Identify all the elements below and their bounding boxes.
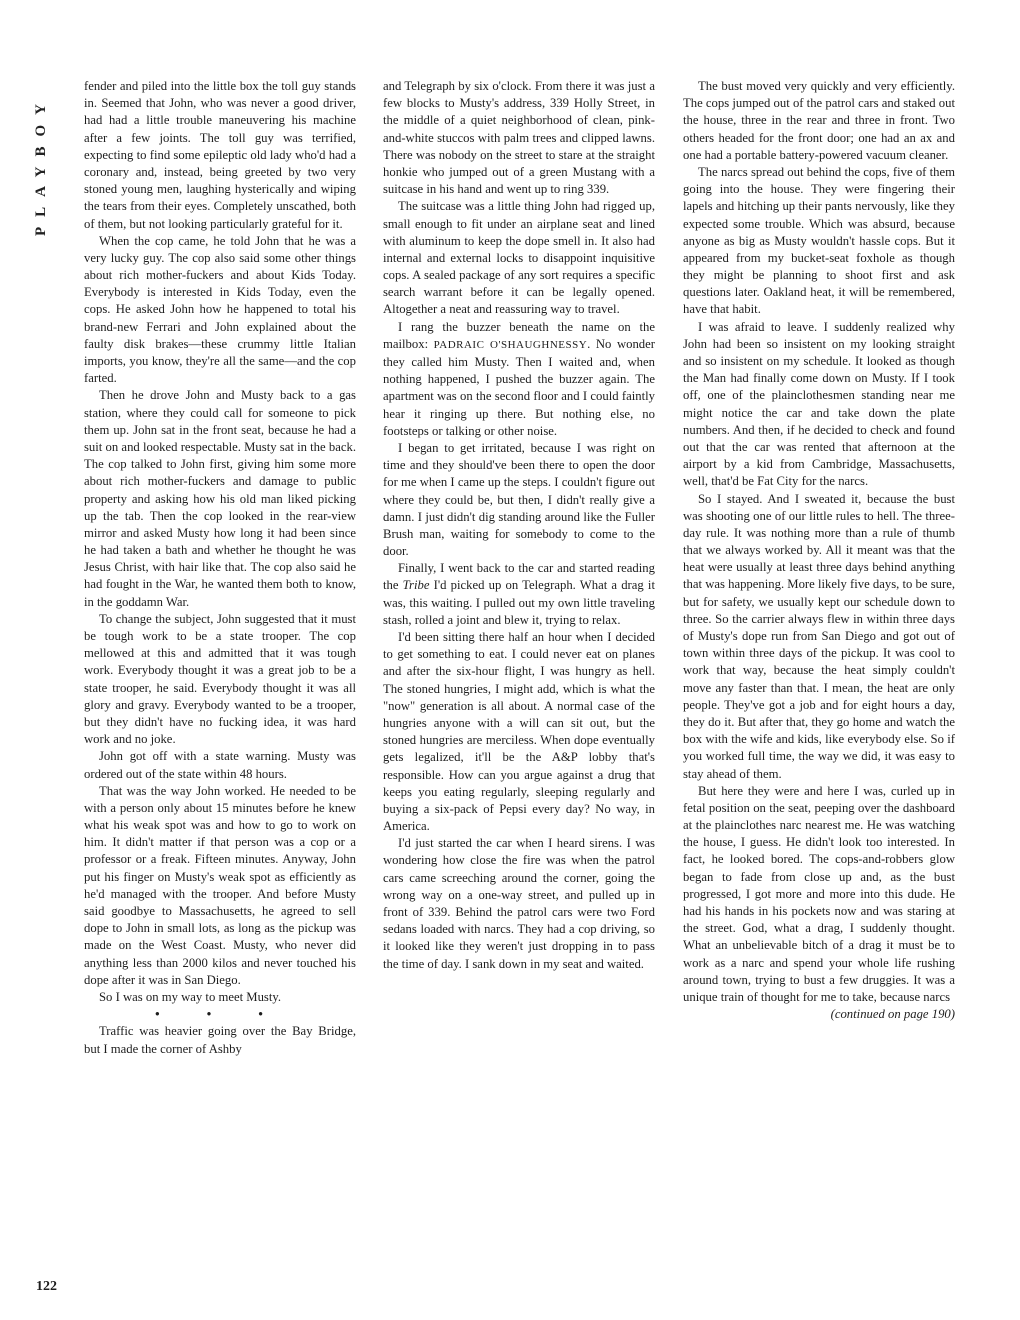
paragraph: I was afraid to leave. I suddenly realized why John had been so insistent on my looking straight and so insistent on my schedule. It looked as though the Man had finally come down on Musty. If I took off, one of the plainclothesmen standing near me might notice the car and take down the plate numbers. And then, if he decided to check and found out that the car was rented that afternoon at the airport by a kid from Cambridge, Massachusetts, well, that'd be Fat City for the narcs. [683, 319, 955, 489]
paragraph: and Telegraph by six o'clock. From there it was just a few blocks to Musty's address, 339 Holly Street, in the middle of a quiet neighborhood of clean, pink-and-white stuccos with palm trees and clipped lawns. There was nobody on the street to stare at the straight honkie who jumped out of a green Mustang with a suitcase in his hand and went up to ring 339. [383, 79, 655, 197]
mailbox-name: PADRAIC O'SHAUGHNESSY [433, 338, 588, 351]
paragraph: That was the way John worked. He needed to be with a person only about 15 minutes before he knew what his weak spot was and how to go to work on him. It didn't matter if that person was a cop or a professor or a freak. Fifteen minutes. Anyway, John put his finger on Musty's weak spot as efficiently as he'd managed with the trooper. And before Musty said goodbye to Massachusetts, he agreed to sell dope to John in small lots, as long as the pickup was made on the West Coast. Musty, who never did anything less than 2000 kilos and never touched his dope after it was in San Diego. [84, 783, 356, 987]
text-column-2 [383, 78, 655, 973]
paragraph: Then he drove John and Musty back to a gas station, where they could call for someone to pick them up. John sat in the front seat, because he had a suit on and looked respectable. Musty sat in the back. The cop talked to John first, giving him some more about rich mother-fuckers and damage to public property and asking how his old man liked picking up the tab. Then the cop looked in the rear-view mirror and asked Musty how long it had been since he had taken a bath and whether he thought he was Jesus Christ, with hair like that. The cop also said he had fought in the War, he wanted them both to know, in the goddamn War. [84, 388, 356, 609]
paragraph: When the cop came, he told John that he was a very lucky guy. The cop also said some other things about rich mother-fuckers and about Kids Today. Everybody is interested in Kids Today, even the cops. He asked John how he happened to total his brand-new Ferrari and John explained about the faulty disk brakes—these crummy little Italian imports, you know, they're all the same—and the cop farted. [84, 233, 356, 386]
paragraph: John got off with a state warning. Musty was ordered out of the state within 48 hours. [84, 749, 356, 781]
paragraph: I'd just started the car when I heard sirens. I was wondering how close the fire was when the patrol cars came screeching around the corner, going the wrong way on a one-way street, and pulled up in front of 339. Behind the patrol cars were two Ford sedans loaded with narcs. They had a cop driving, so it looked like they weren't just dropping in to pass the time of day. I sank down in my seat and waited. [383, 836, 655, 971]
paragraph: The bust moved very quickly and very efficiently. The cops jumped out of the patrol cars and staked out the house, three in the rear and three in front. Two others headed for the front door; one had an ax and one had a portable battery-powered vacuum cleaner. [683, 79, 956, 162]
text-column-1 [84, 78, 356, 1058]
paragraph [383, 560, 655, 629]
paragraph: The suitcase was a little thing John had rigged up, small enough to fit under an airplane seat and lined with aluminum to keep the dope smell in. It also had internal and external locks to disappoint inquisitive cops. A sealed package of any sort requires a specific search warrant before it can be legally opened. Altogether a neat and reassuring way to travel. [383, 199, 655, 317]
text-column-3 [683, 78, 955, 1023]
paragraph-text: I rang the buzzer beneath the name on the mailbox: [383, 319, 655, 351]
paragraph: To change the subject, John suggested that it must be tough work to be a state trooper. The cop mellowed at this and admitted that it was tough work. Everybody thought it was a great job to be a state trooper, he said. Everybody thought it was all glory and gravy. Everybody wanted to be a trooper, but they didn't have no fucking idea, it was hard work and no joke. [84, 611, 356, 747]
paragraph-text: Finally, I went back to the car and started reading the [383, 561, 655, 593]
paragraph: Traffic was heavier going over the Bay Bridge, but I made the corner of Ashby [84, 1024, 356, 1056]
paragraph: But here they were and here I was, curled up in fetal position on the seat, peeping over the dashboard at the plainclothes narc nearest me. He was watching the house, I guess. He didn't look too interested. In fact, he looked bored. The cops-and-robbers glow began to fade from close up and, as the bust progressed, I got more and more into this dude. He had his hands in his pockets now and was staring at the street. God, what a drag, I suddenly thought. What an unbelievable bitch of a drag it must be to work as a narc and spend your whole life rushing around town, trying to bust a few druggies. It was a unique train of thought for me to take, because narcs [683, 783, 955, 1004]
paragraph [383, 319, 655, 440]
paragraph: The narcs spread out behind the cops, five of them going into the house. They were fingering their lapels and hitching up their pants nervously, like they expected some trouble. Which was absurd, because anyone as big as Musty wouldn't hassle cops. But it appeared from my bucket-seat foxhole as though they might be planning to shoot first and ask questions later. Oakland heat, it will be remembered, have that habit. [683, 164, 955, 317]
section-break: • • • [155, 1007, 285, 1022]
paragraph-text: . No wonder they called him Musty. Then I waited and, when nothing happened, I pushed the buzzer again. The apartment was on the second floor and I could faintly hear it ringing up there. But nothing else, no footsteps or talking or other noise. [383, 336, 655, 438]
paragraph: So I was on my way to meet Musty. [99, 989, 282, 1004]
italic-title: Tribe [402, 578, 430, 593]
continued-line: (continued on page 190) [830, 1007, 955, 1022]
paragraph: fender and piled into the little box the toll guy stands in. Seemed that John, who was never a good driver, had had a little trouble maneuvering his machine after a few joints. The toll guy was terrified, expecting to find some epileptic old lady who'd had a coronary and, instead, being greeted by two very stoned young men, laughing hysterically and wiping the tears from their eyes. Completely unscathed, both of them, but not looking particularly grateful for it. [84, 79, 356, 231]
paragraph: So I stayed. And I sweated it, because the bust was shooting one of our little rules to hell. The three-day rule. It was nothing more than a rule of thumb that we always worked by. All it meant was that the heat were usually at least three days behind anything that was happening. More likely five days, to be sure, but for safety, we usually kept our schedule down to three. So the carrier always flew in within three days of Musty's dope run from San Diego and got out of town within three days of the pickup. It was cool to work that way, because the heat simply couldn't move any faster than that. I mean, the heat are only people. They've got a job and for eight hours a day, they do it. But after that, they go home and watch the box with the wife and kids, like everybody else. So if you worked full time, the way we did, it was easy to stay ahead of them. [683, 491, 956, 781]
paragraph-text: I'd picked up on Telegraph. What a drag it was, this waiting. I pulled out my own little traveling stash, rolled a joint and blew it, trying to relax. [383, 578, 655, 627]
paragraph: I began to get irritated, because I was right on time and they should've been there to open the door for me when I came up the steps. I couldn't figure out where they could be, but then, I didn't really give a damn. I just didn't dig standing around like the Fuller Brush man, waiting for somebody to come to the door. [383, 440, 655, 559]
page-number: 122 [36, 1279, 57, 1294]
magazine-masthead: PLAYBOY [33, 94, 49, 236]
paragraph: I'd been sitting there half an hour when I decided to get something to eat. I could never eat on planes and after the six-hour flight, I was hungry as hell. The stoned hungries, I might add, which is what the "now" generation is all about. A normal case of the hungries anyone with a will can sit out, but the stoned hungries are merciless. When dope eventually gets legalized, it'll be the A&P lobby that's responsible. How can you argue against a drug that keeps you eating regularly, sleeping regularly and buying a six-pack of Pepsi every day? No way, in America. [383, 630, 655, 834]
